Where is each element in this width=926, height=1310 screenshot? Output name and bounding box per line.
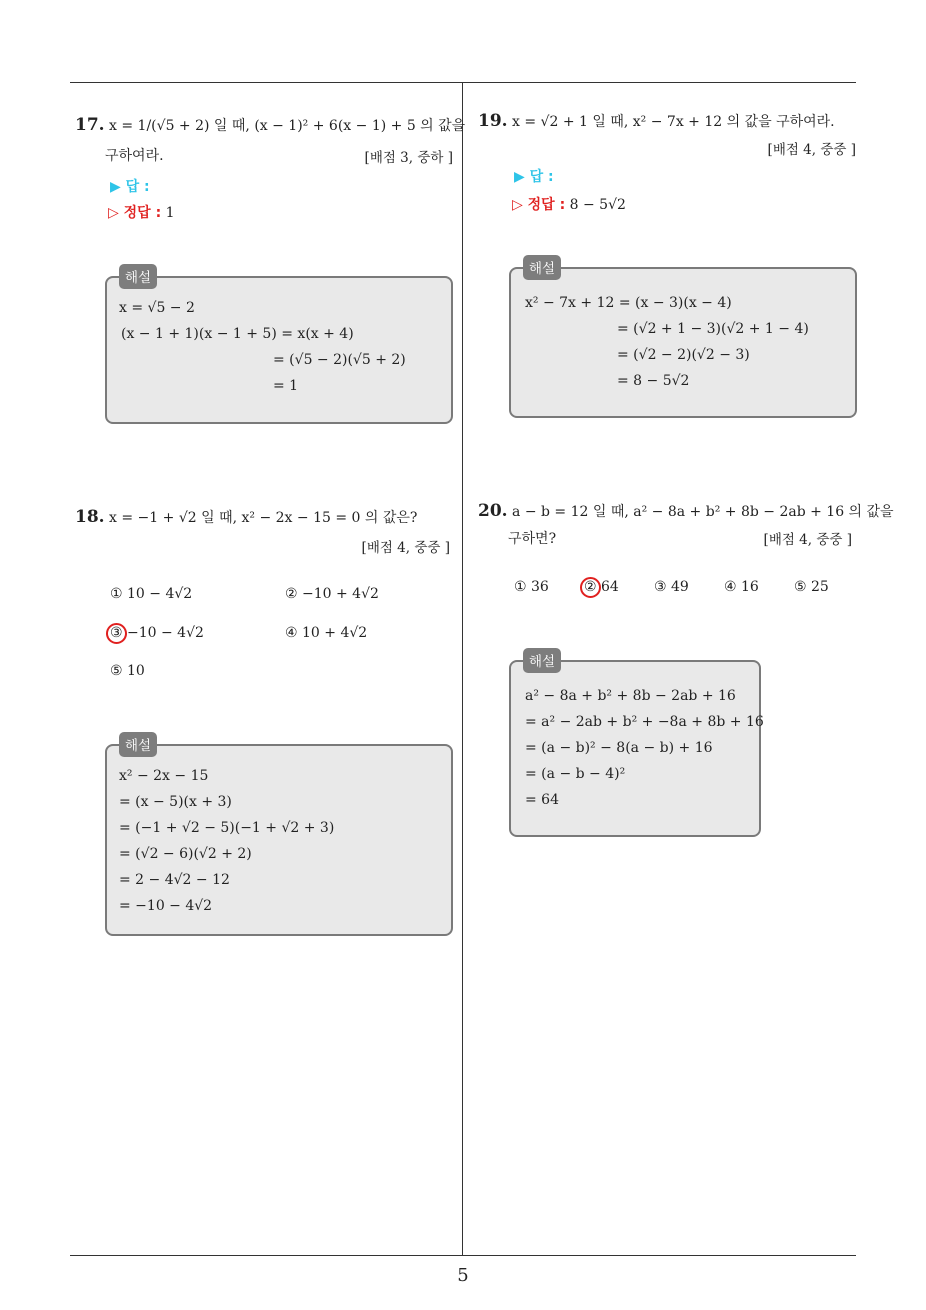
- q19-sol-line: = (√2 + 1 − 3)(√2 + 1 − 4): [617, 321, 809, 337]
- q17-line2: 구하여라.: [105, 148, 164, 164]
- q17-correct-value: 1: [165, 205, 175, 221]
- q17-correct: [108, 202, 175, 222]
- q18-choice-4[interactable]: ④ 10 + 4√2: [285, 625, 368, 641]
- q20-choice-2[interactable]: ② 64: [584, 579, 619, 595]
- q20-number: 20.: [478, 501, 508, 521]
- q17-answer-label[interactable]: ▶ 답 :: [110, 179, 150, 195]
- q17-sol-line: x = √5 − 2: [119, 300, 195, 316]
- q19-correct: [512, 194, 626, 214]
- q20-stem: [478, 500, 894, 523]
- q19-answer-label[interactable]: ▶ 답 :: [514, 169, 554, 185]
- q20-choice-5[interactable]: ⑤ 25: [794, 579, 829, 595]
- q18-sol-line: = (√2 − 6)(√2 + 2): [119, 846, 252, 862]
- q17-sol-line: = (√5 − 2)(√5 + 2): [273, 352, 406, 368]
- q19-number: 19.: [478, 111, 508, 131]
- q20-sol-line: = (a − b)² − 8(a − b) + 16: [525, 740, 713, 756]
- q20-sol-line: = (a − b − 4)²: [525, 766, 626, 782]
- q17-solution-tag: 해설: [119, 264, 157, 289]
- column-divider: [462, 83, 463, 1255]
- q18-choice-3[interactable]: ③ −10 − 4√2: [110, 625, 204, 641]
- q18-choice-5[interactable]: ⑤ 10: [110, 663, 145, 679]
- q18-sol-line: x² − 2x − 15: [119, 768, 209, 784]
- q20-choice-3[interactable]: ③ 49: [654, 579, 689, 595]
- q17-line1: x = 1/(√5 + 2) 일 때, (x − 1)² + 6(x − 1) + 5 의 값을: [109, 118, 466, 134]
- q19-solution-tag: 해설: [523, 255, 561, 280]
- q18-sol-line: = (x − 5)(x + 3): [119, 794, 232, 810]
- q17-sol-line: = 1: [273, 378, 299, 394]
- q20-solution-tag: 해설: [523, 648, 561, 673]
- q18-number: 18.: [75, 507, 105, 527]
- q20-points: [배점 4, 중중 ]: [763, 532, 852, 548]
- q20-solution-box: [509, 654, 764, 837]
- q17-stem: [75, 114, 465, 137]
- q17-correct-label: ▷ 정답 :: [108, 205, 162, 221]
- q18-points: [배점 4, 중중 ]: [361, 540, 450, 556]
- q17-points: [배점 3, 중하 ]: [364, 150, 453, 166]
- q20-selected-mark: [580, 577, 601, 598]
- q19-correct-value: 8 − 5√2: [569, 197, 626, 213]
- q18-sol-line: = −10 − 4√2: [119, 898, 213, 914]
- q18-stem: [75, 506, 417, 529]
- q17-sol-line: (x − 1 + 1)(x − 1 + 5) = x(x + 4): [121, 326, 354, 342]
- q20-choice-1[interactable]: ① 36: [514, 579, 549, 595]
- q17-number: 17.: [75, 115, 105, 135]
- q18-solution-tag: 해설: [119, 732, 157, 757]
- q18-choice-2[interactable]: ② −10 + 4√2: [285, 586, 379, 602]
- q19-sol-line: = 8 − 5√2: [617, 373, 690, 389]
- q20-sol-line: = a² − 2ab + b² + −8a + 8b + 16: [525, 714, 764, 730]
- q20-sol-line: = 64: [525, 792, 559, 808]
- page-number: 5: [457, 1265, 469, 1286]
- q20-sol-line: a² − 8a + b² + 8b − 2ab + 16: [525, 688, 736, 704]
- q19-line1: x = √2 + 1 일 때, x² − 7x + 12 의 값을 구하여라.: [512, 114, 835, 130]
- q19-stem: [478, 110, 835, 133]
- q20-line2: 구하면?: [508, 531, 557, 547]
- q18-selected-mark: [106, 623, 127, 644]
- q17-solution-box: [105, 270, 453, 424]
- q20-choice-4[interactable]: ④ 16: [724, 579, 759, 595]
- q18-solution-box: [105, 738, 453, 936]
- q18-line1: x = −1 + √2 일 때, x² − 2x − 15 = 0 의 값은?: [109, 510, 418, 526]
- q18-sol-line: = (−1 + √2 − 5)(−1 + √2 + 3): [119, 820, 335, 836]
- q19-sol-line: x² − 7x + 12 = (x − 3)(x − 4): [525, 295, 732, 311]
- q20-line1: a − b = 12 일 때, a² − 8a + b² + 8b − 2ab + 16 의 값을: [512, 504, 894, 520]
- q19-sol-line: = (√2 − 2)(√2 − 3): [617, 347, 750, 363]
- top-rule: [70, 82, 856, 83]
- q18-choice-1[interactable]: ① 10 − 4√2: [110, 586, 193, 602]
- q19-solution-box: [509, 261, 857, 418]
- q19-points: [배점 4, 중중 ]: [767, 142, 856, 158]
- bottom-rule: [70, 1255, 856, 1256]
- q18-sol-line: = 2 − 4√2 − 12: [119, 872, 230, 888]
- q19-correct-label: ▷ 정답 :: [512, 197, 566, 213]
